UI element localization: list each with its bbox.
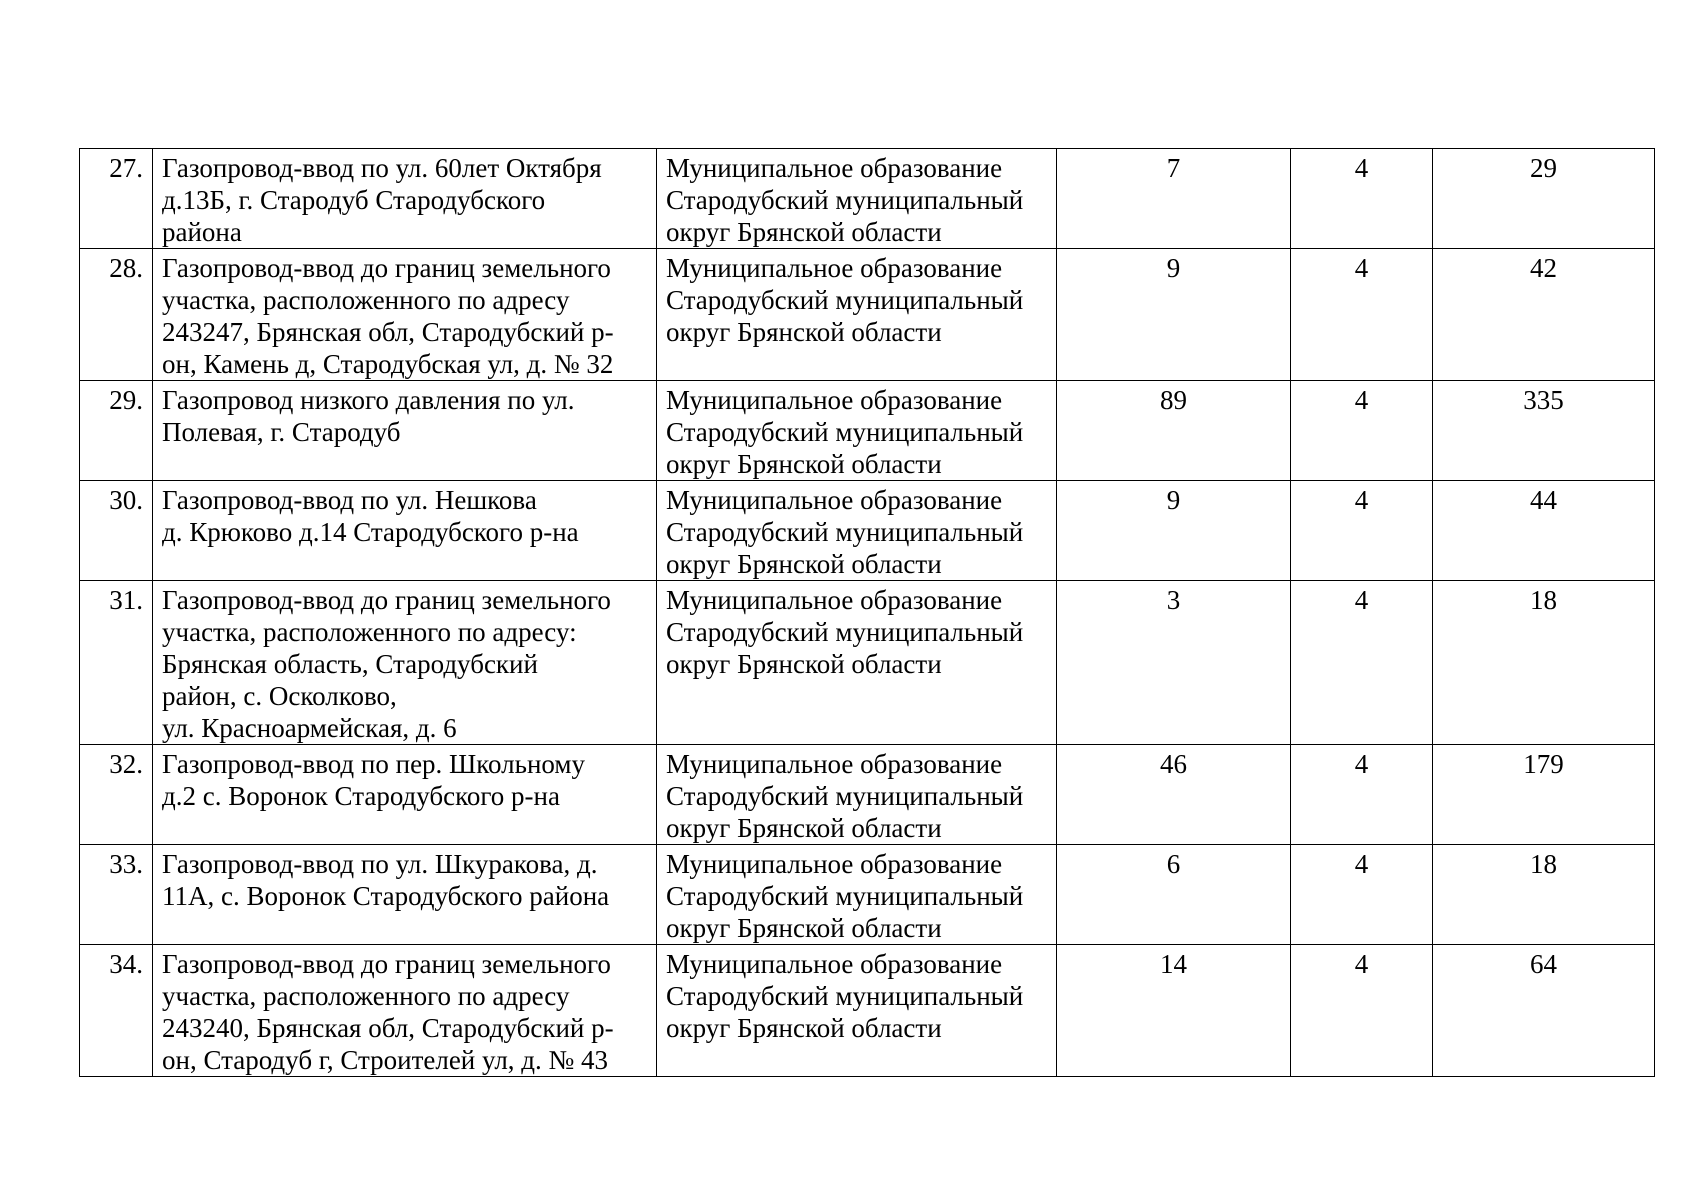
row-number: 30. [80,481,153,581]
object-name-cell [153,249,657,381]
owner-cell [657,481,1057,581]
object-name-cell [153,745,657,845]
row-number: 34. [80,945,153,1077]
owner-line: Муниципальное образование [666,153,1003,183]
value-2-cell: 4 [1291,581,1433,745]
owner-line: Стародубский муниципальный [666,417,1024,447]
owner-line: округ Брянской области [666,549,942,579]
object-name-line: Полевая, г. Стародуб [162,417,401,447]
owner-line: Муниципальное образование [666,485,1003,515]
object-name-line: Газопровод низкого давления по ул. [162,385,575,415]
owner-cell [657,745,1057,845]
table-row [80,581,1655,745]
value-3-cell: 18 [1433,845,1655,945]
owner-line: округ Брянской области [666,649,942,679]
value-1-cell: 9 [1057,249,1291,381]
value-1-cell: 7 [1057,149,1291,249]
row-number: 31. [80,581,153,745]
object-name-line: район, с. Осколково, [162,681,397,711]
value-2-cell: 4 [1291,149,1433,249]
value-3-cell: 42 [1433,249,1655,381]
table-row [80,481,1655,581]
table-row [80,381,1655,481]
table-row [80,745,1655,845]
object-name-line: д. Крюково д.14 Стародубского р-на [162,517,579,547]
value-3-cell: 18 [1433,581,1655,745]
owner-line: Муниципальное образование [666,849,1003,879]
owner-line: округ Брянской области [666,913,942,943]
owner-line: округ Брянской области [666,1013,942,1043]
value-1-cell: 89 [1057,381,1291,481]
object-name-cell [153,845,657,945]
object-name-line: Газопровод-ввод до границ земельного [162,253,611,283]
object-name-line: участка, расположенного по адресу [162,981,570,1011]
value-1-cell: 9 [1057,481,1291,581]
owner-cell [657,381,1057,481]
owner-line: Стародубский муниципальный [666,881,1024,911]
object-name-line: 243247, Брянская обл, Стародубский р- [162,317,614,347]
row-number: 28. [80,249,153,381]
owner-line: Муниципальное образование [666,385,1003,415]
row-number: 33. [80,845,153,945]
object-name-line: д.2 с. Воронок Стародубского р-на [162,781,560,811]
object-name-line: д.13Б, г. Стародуб Стародубского [162,185,546,215]
object-name-cell [153,149,657,249]
owner-line: Муниципальное образование [666,749,1003,779]
object-name-cell [153,945,657,1077]
value-2-cell: 4 [1291,845,1433,945]
object-name-line: Газопровод-ввод по ул. 60лет Октября [162,153,602,183]
owner-cell [657,149,1057,249]
row-number: 32. [80,745,153,845]
owner-line: Муниципальное образование [666,253,1003,283]
owner-line: Стародубский муниципальный [666,617,1024,647]
object-name-line: он, Стародуб г, Строителей ул, д. № 43 [162,1045,609,1075]
object-name-line: Брянская область, Стародубский [162,649,538,679]
value-2-cell: 4 [1291,249,1433,381]
value-2-cell: 4 [1291,481,1433,581]
owner-line: округ Брянской области [666,217,942,247]
value-2-cell: 4 [1291,945,1433,1077]
row-number: 29. [80,381,153,481]
owner-line: Стародубский муниципальный [666,285,1024,315]
object-name-line: участка, расположенного по адресу: [162,617,577,647]
object-name-line: Газопровод-ввод по ул. Нешкова [162,485,537,515]
value-1-cell: 14 [1057,945,1291,1077]
owner-line: Стародубский муниципальный [666,185,1024,215]
value-3-cell: 44 [1433,481,1655,581]
object-name-line: Газопровод-ввод по ул. Шкуракова, д. [162,849,598,879]
value-3-cell: 64 [1433,945,1655,1077]
value-3-cell: 179 [1433,745,1655,845]
owner-line: Муниципальное образование [666,585,1003,615]
owner-cell [657,845,1057,945]
value-2-cell: 4 [1291,745,1433,845]
object-name-cell [153,581,657,745]
owner-line: округ Брянской области [666,449,942,479]
table-row [80,149,1655,249]
object-name-line: 243240, Брянская обл, Стародубский р- [162,1013,614,1043]
object-name-line: участка, расположенного по адресу [162,285,570,315]
value-1-cell: 3 [1057,581,1291,745]
owner-cell [657,581,1057,745]
table-row [80,845,1655,945]
table-row [80,249,1655,381]
owner-line: Стародубский муниципальный [666,517,1024,547]
object-name-line: 11А, с. Воронок Стародубского района [162,881,610,911]
object-name-line: он, Камень д, Стародубская ул, д. № 32 [162,349,614,379]
gas-pipeline-table [79,148,1655,1077]
owner-line: Стародубский муниципальный [666,981,1024,1011]
owner-line: Муниципальное образование [666,949,1003,979]
value-2-cell: 4 [1291,381,1433,481]
value-1-cell: 46 [1057,745,1291,845]
value-1-cell: 6 [1057,845,1291,945]
value-3-cell: 335 [1433,381,1655,481]
object-name-cell [153,481,657,581]
table-row [80,945,1655,1077]
value-3-cell: 29 [1433,149,1655,249]
object-name-line: Газопровод-ввод до границ земельного [162,949,611,979]
object-name-line: Газопровод-ввод до границ земельного [162,585,611,615]
object-name-cell [153,381,657,481]
owner-cell [657,945,1057,1077]
object-name-line: района [162,217,242,247]
row-number: 27. [80,149,153,249]
object-name-line: Газопровод-ввод по пер. Школьному [162,749,585,779]
owner-line: округ Брянской области [666,813,942,843]
object-name-line: ул. Красноармейская, д. 6 [162,713,457,743]
owner-cell [657,249,1057,381]
owner-line: Стародубский муниципальный [666,781,1024,811]
owner-line: округ Брянской области [666,317,942,347]
